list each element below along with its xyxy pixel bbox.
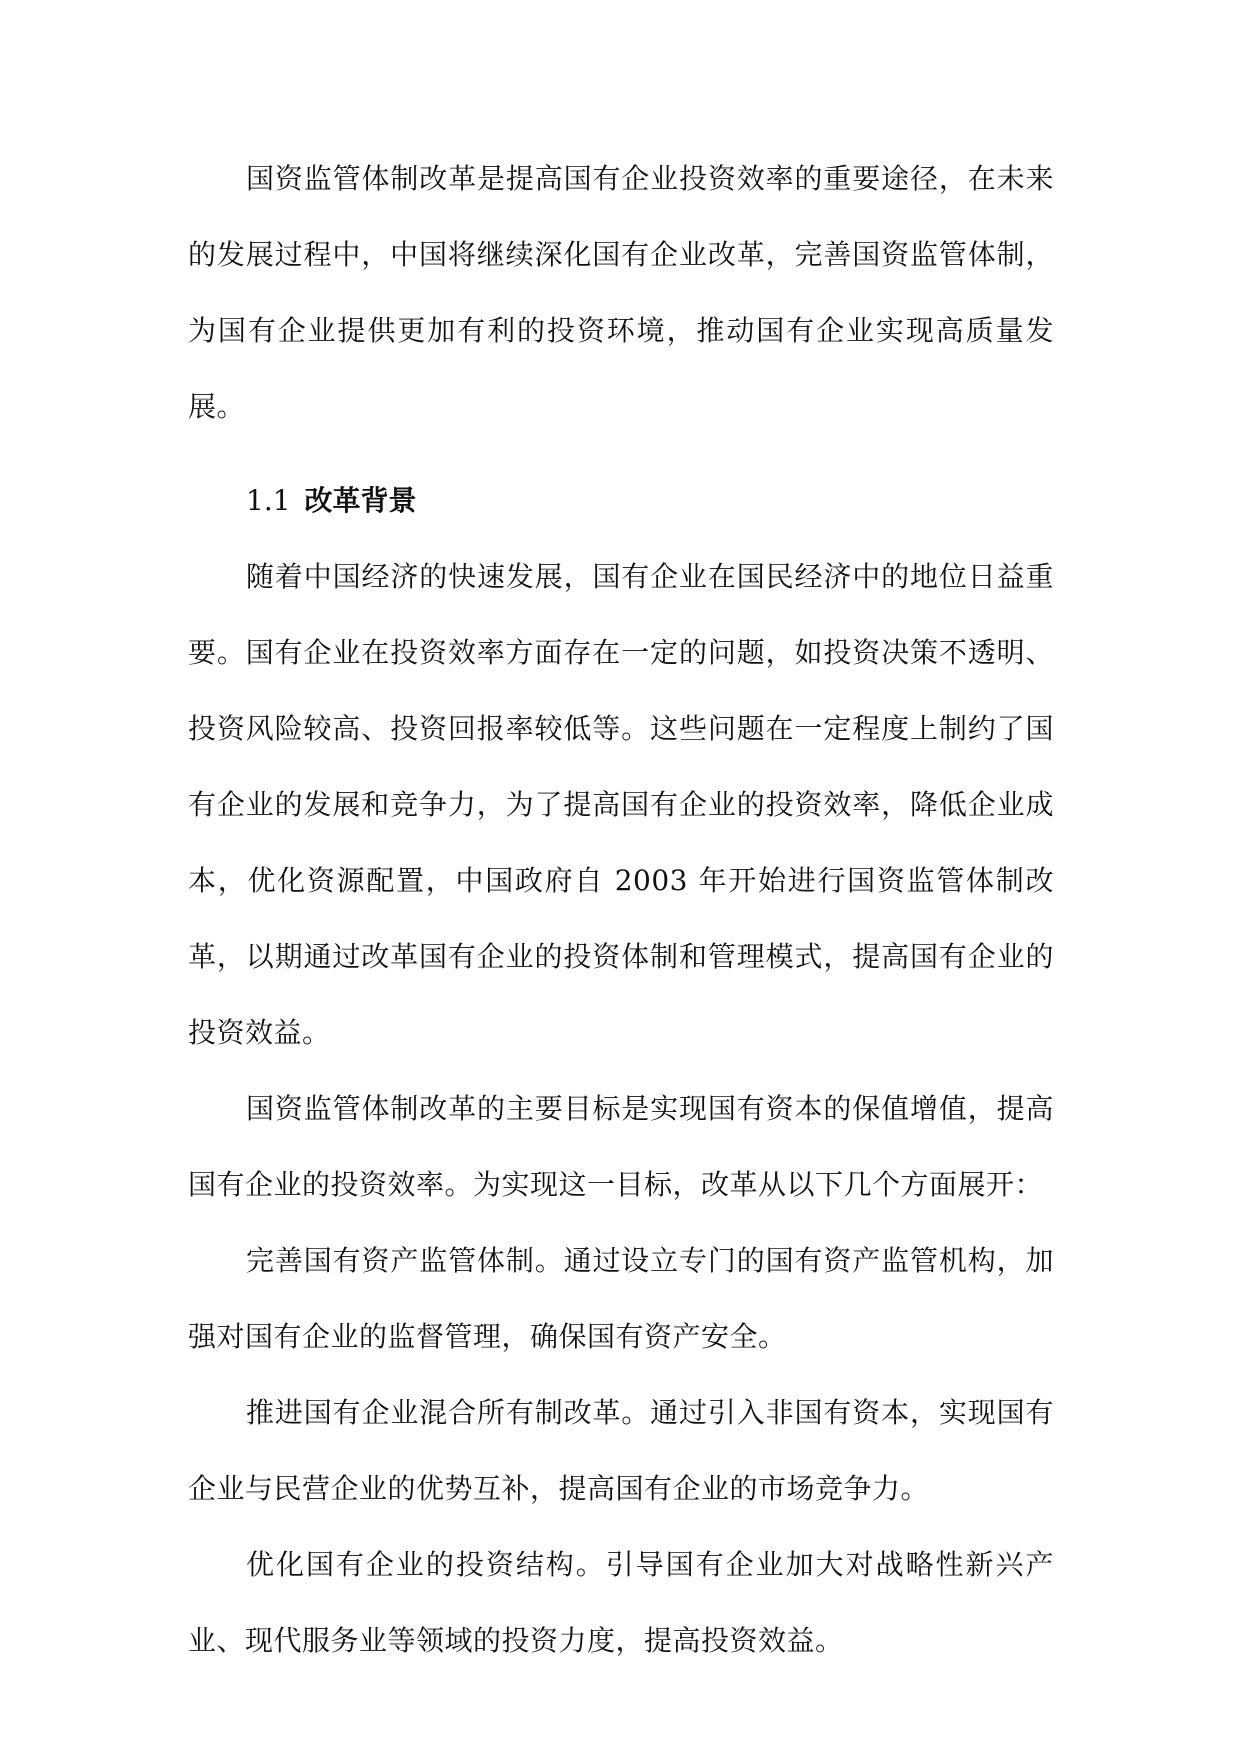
section-paragraph-goals: 国资监管体制改革的主要目标是实现国有资本的保值增值，提高国有企业的投资效率。为实现这一目标，改革从以下几个方面展开： bbox=[188, 1092, 1054, 1201]
section-paragraph-supervision: 完善国有资产监管体制。通过设立专门的国有资产监管机构，加强对国有企业的监督管理，确保国有资产安全。 bbox=[188, 1244, 1054, 1353]
document-body bbox=[188, 141, 1054, 1679]
section-paragraph-investment-structure: 优化国有企业的投资结构。引导国有企业加大对战略性新兴产业、现代服务业等领域的投资力度，提高投资效益。 bbox=[188, 1548, 1054, 1657]
section-number: 1.1 bbox=[246, 484, 291, 517]
section-title: 改革背景 bbox=[304, 484, 417, 517]
section-paragraph-background: 随着中国经济的快速发展，国有企业在国民经济中的地位日益重要。国有企业在投资效率方面存在一定的问题，如投资决策不透明、投资风险较高、投资回报率较低等。这些问题在一定程度上制约了国有企业的发展和竞争力，为了提高国有企业的投资效率，降低企业成本，优化资源配置，中国政府自 2003 年开始进行国资监管体制改革，以期通过改革国有企业的投资体制和管理模式，提高国有企业的投资效益。 bbox=[188, 560, 1054, 1049]
intro-paragraph: 国资监管体制改革是提高国有企业投资效率的重要途径，在未来的发展过程中，中国将继续深化国有企业改革，完善国资监管体制，为国有企业提供更加有利的投资环境，推动国有企业实现高质量发展。 bbox=[188, 162, 1054, 423]
section-paragraph-mixed-ownership: 推进国有企业混合所有制改革。通过引入非国有资本，实现国有企业与民营企业的优势互补，提高国有企业的市场竞争力。 bbox=[188, 1396, 1054, 1505]
section-heading bbox=[188, 463, 1054, 539]
